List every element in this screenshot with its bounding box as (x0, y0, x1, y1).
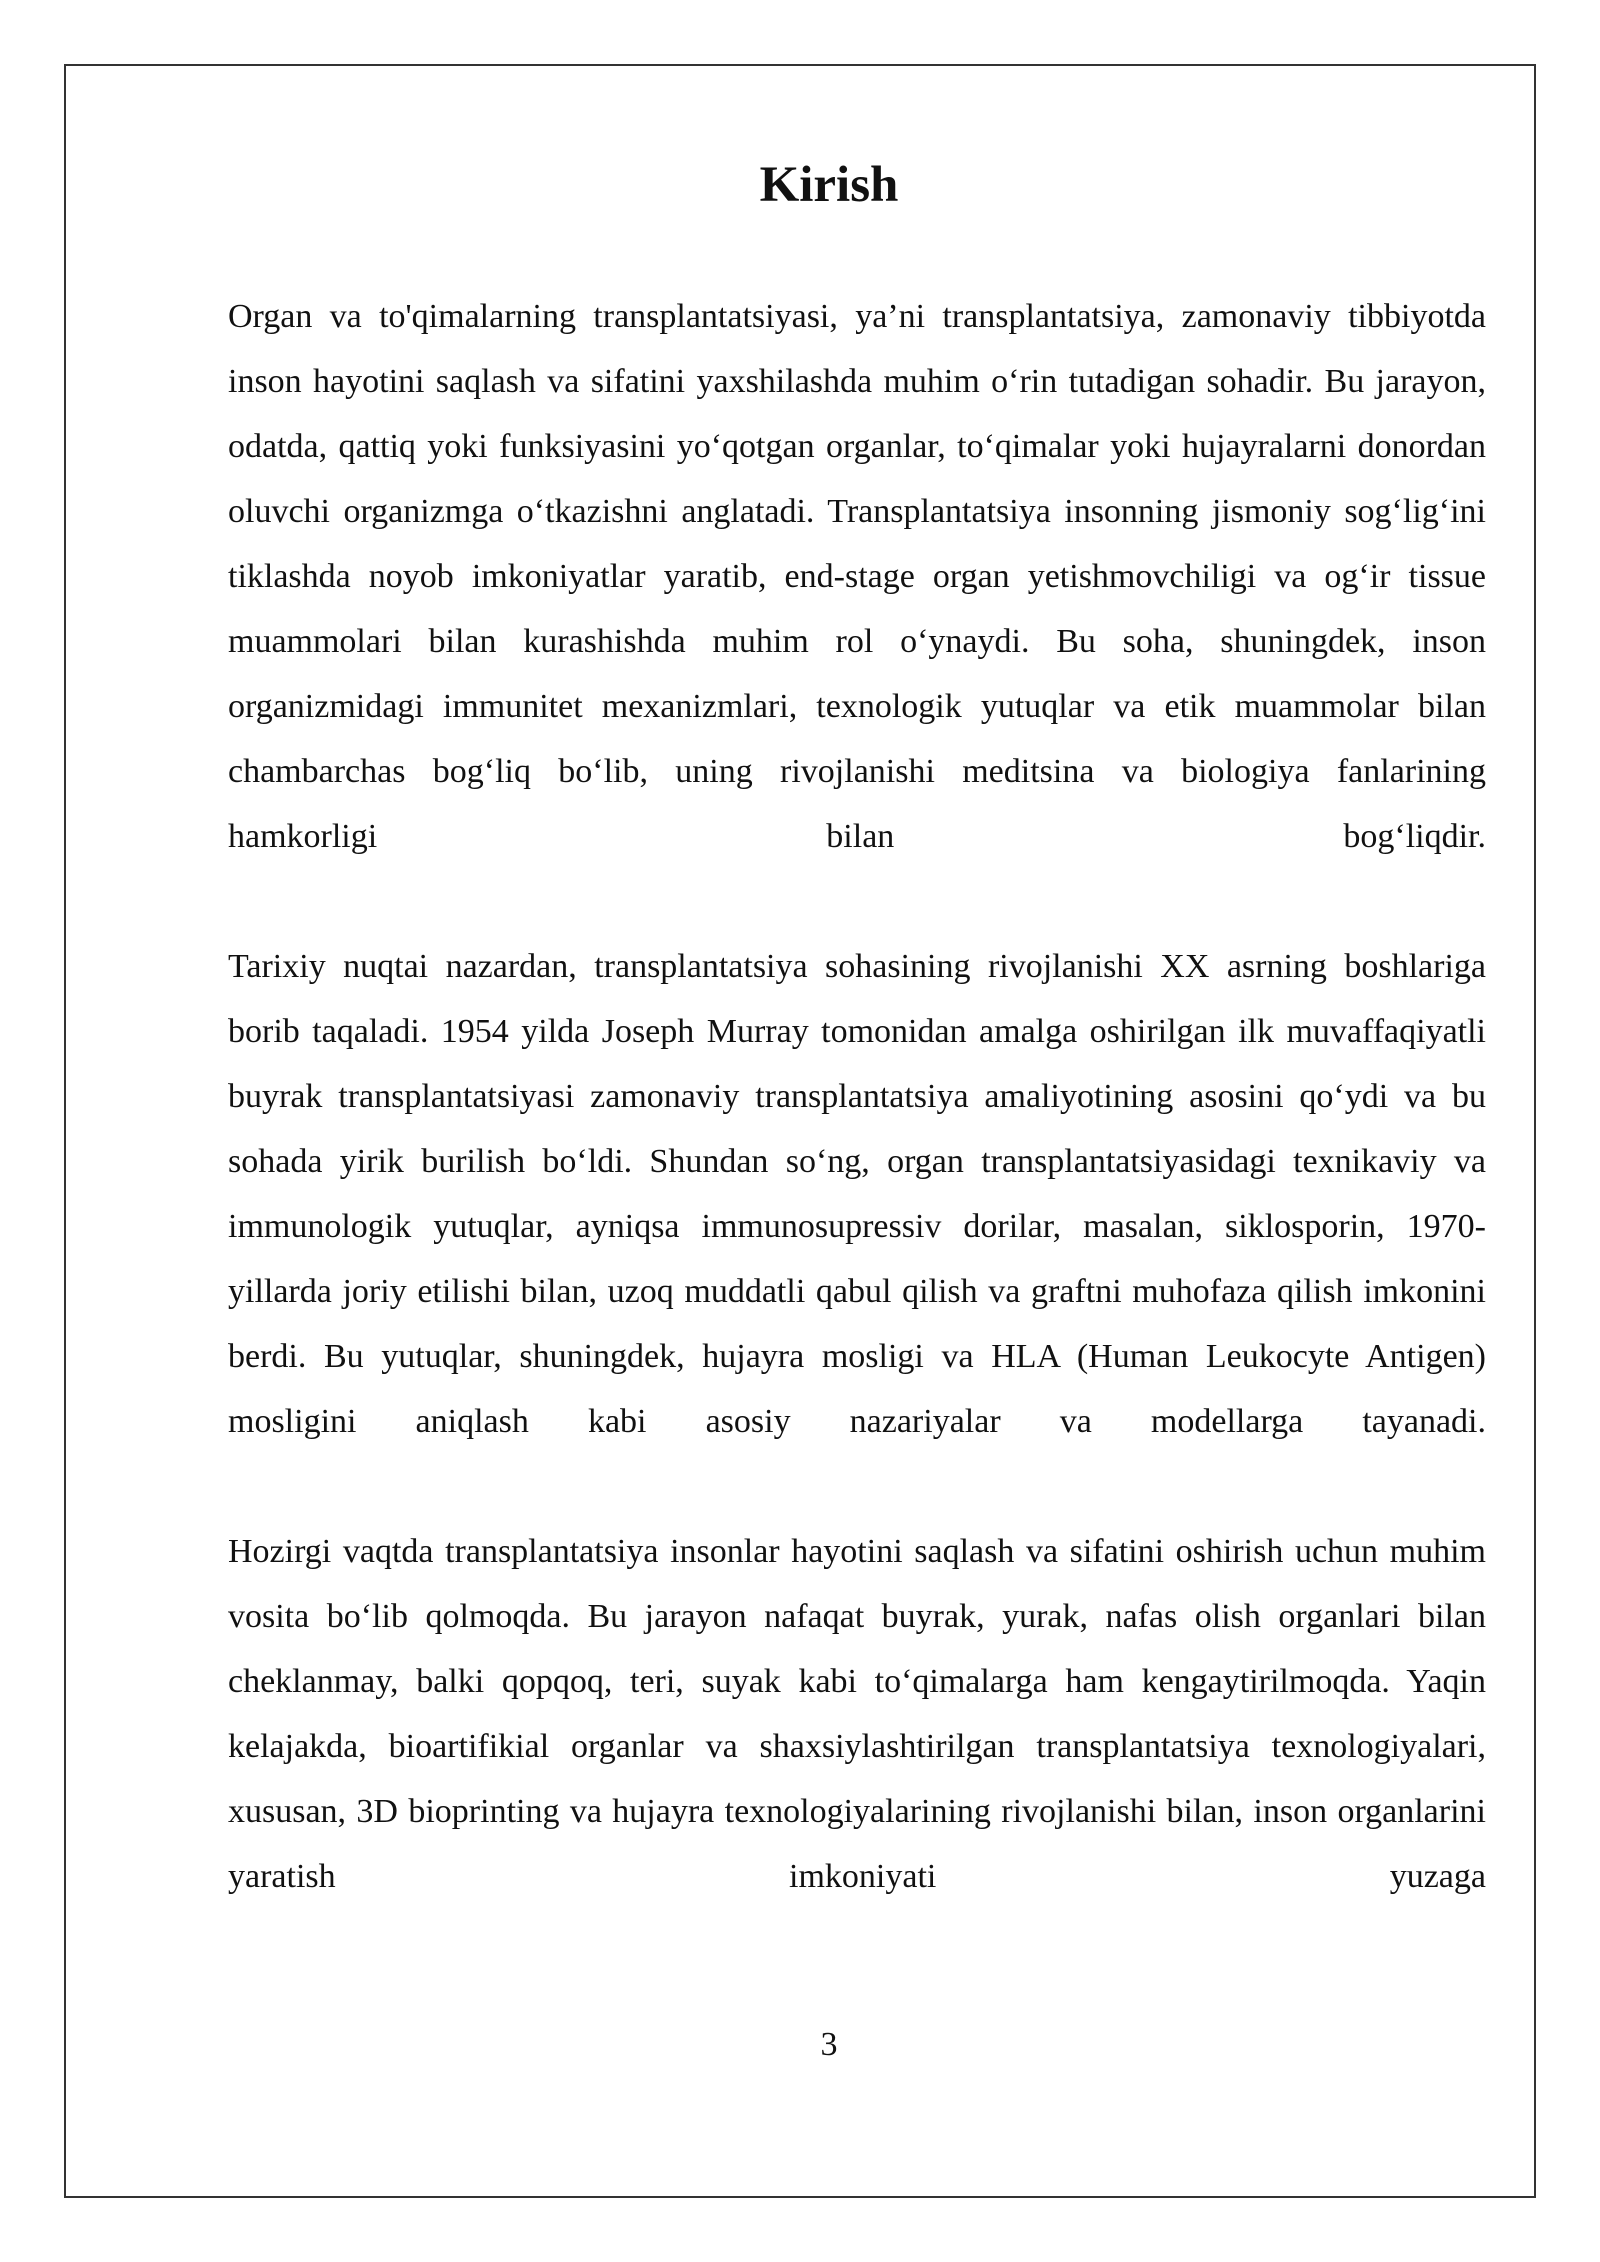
page-number: 3 (820, 2026, 838, 2063)
body-text (228, 284, 1486, 1974)
section-title: Kirish (759, 157, 899, 213)
paragraph-3: Hozirgi vaqtda transplantatsiya insonlar hayotini saqlash va sifatini oshirish uchun muhim vosita bo‘lib qolmoqda. Bu jarayon nafaqat buyrak, yurak, nafas olish organlari bilan cheklanmay, balki qopqoq, teri, suyak kabi to‘qimalarga ham kengaytirilmoqda. Yaqin kelajakda, bioartifikial organlar va shaxsiylashtirilgan transplantatsiya texnologiyalari, xususan, 3D bioprinting va hujayra texnologiyalarining rivojlanishi bilan, inson organlarini yaratish imkoniyati yuzaga (228, 1533, 1486, 1895)
paragraph-1: Organ va to'qimalarning transplantatsiyasi, ya’ni transplantatsiya, zamonaviy tibbiyotda inson hayotini saqlash va sifatini yaxshilashda muhim o‘rin tutadigan sohadir. Bu jarayon, odatda, qattiq yoki funksiyasini yo‘qotgan organlar, to‘qimalar yoki hujayralarni donordan oluvchi organizmga o‘tkazishni anglatadi. Transplantatsiya insonning jismoniy sog‘lig‘ini tiklashda noyob imkoniyatlar yaratib, end-stage organ yetishmovchiligi va og‘ir tissue muammolari bilan kurashishda muhim rol o‘ynaydi. Bu soha, shuningdek, inson organizmidagi immunitet mexanizmlari, texnologik yutuqlar va etik muammolar bilan chambarchas bog‘liq bo‘lib, uning rivojlanishi meditsina va biologiya fanlarining hamkorligi bilan bog‘liqdir. (228, 298, 1486, 855)
paragraph-2: Tarixiy nuqtai nazardan, transplantatsiya sohasining rivojlanishi XX asrning boshlariga borib taqaladi. 1954 yilda Joseph Murray tomonidan amalga oshirilgan ilk muvaffaqiyatli buyrak transplantatsiyasi zamonaviy transplantatsiya amaliyotining asosini qo‘ydi va bu sohada yirik burilish bo‘ldi. Shundan so‘ng, organ transplantatsiyasidagi texnikaviy va immunologik yutuqlar, ayniqsa immunosupressiv dorilar, masalan, siklosporin, 1970-yillarda joriy etilishi bilan, uzoq muddatli qabul qilish va graftni muhofaza qilish imkonini berdi. Bu yutuqlar, shuningdek, hujayra mosligi va HLA (Human Leukocyte Antigen) mosligini aniqlash kabi asosiy nazariyalar va modellarga tayanadi. (228, 948, 1486, 1440)
